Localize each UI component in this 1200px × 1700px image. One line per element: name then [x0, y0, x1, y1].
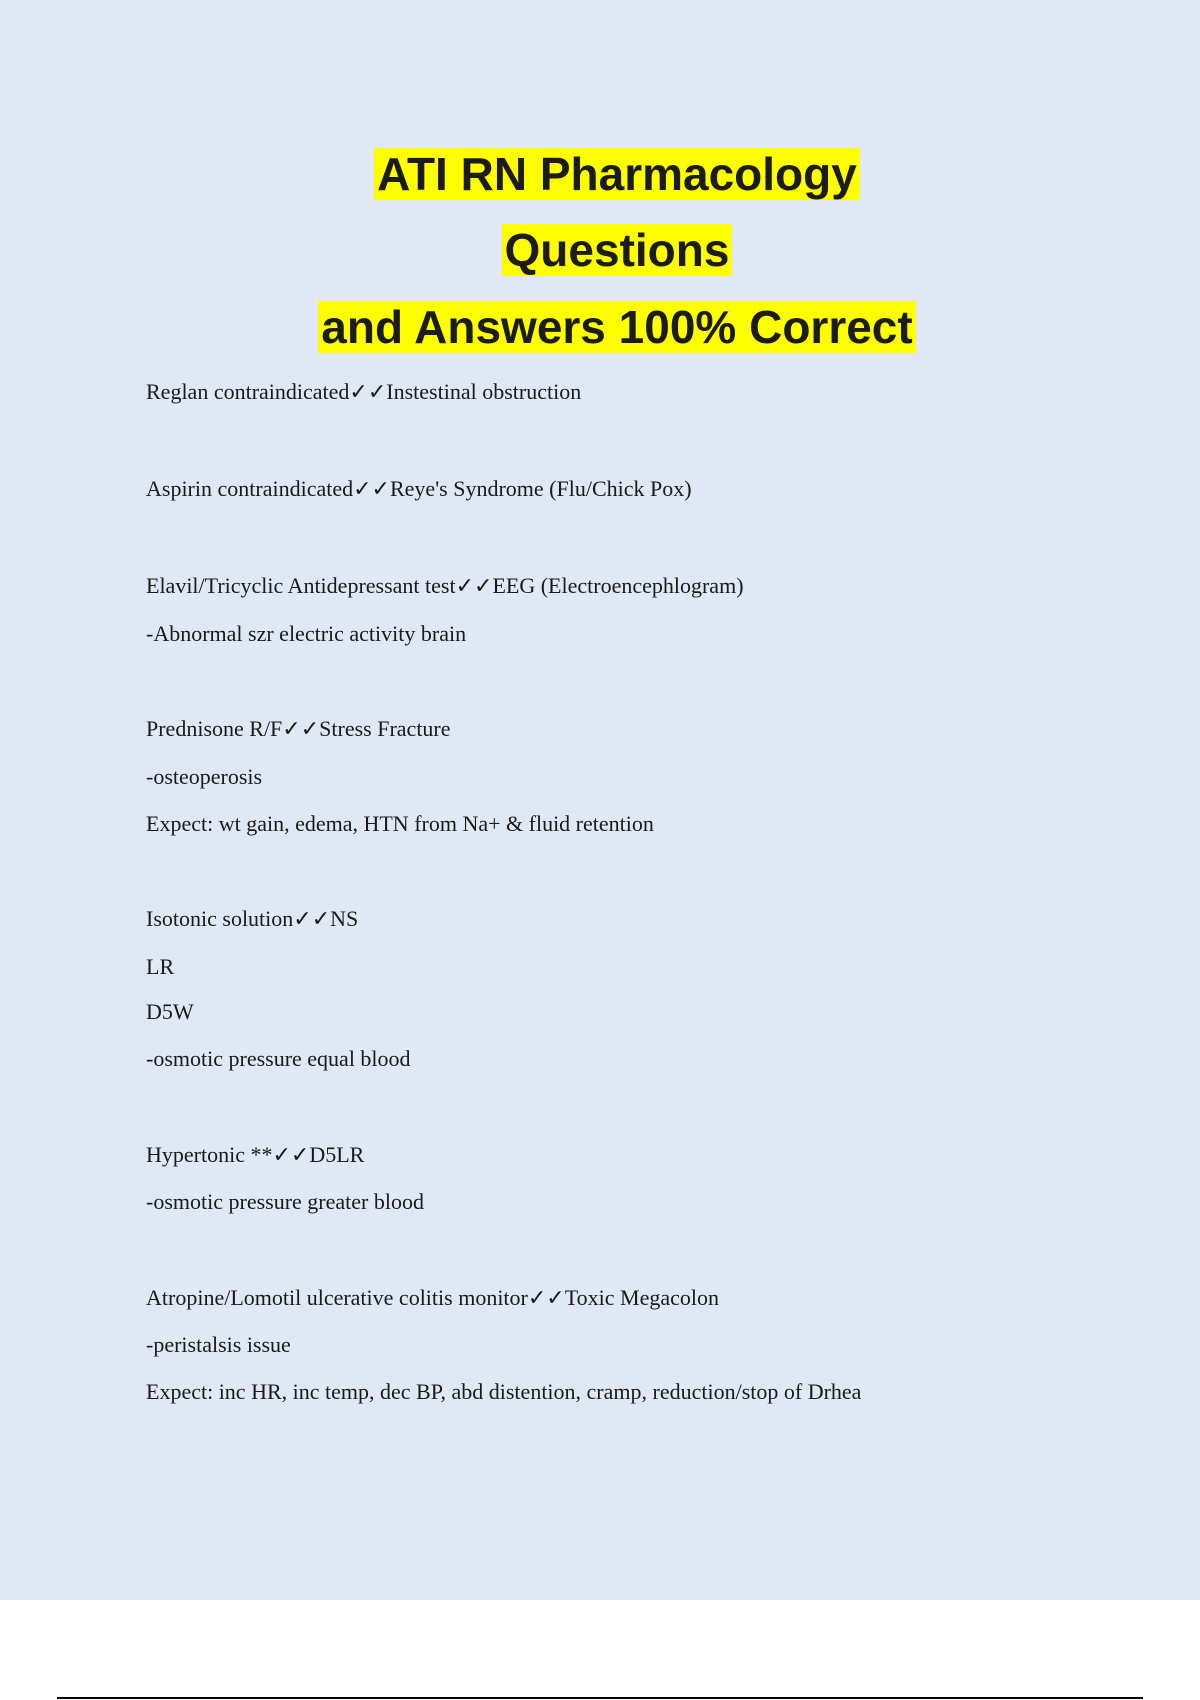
- question-text: Elavil/Tricyclic Antidepressant test: [146, 573, 456, 598]
- answer-text: Reye's Syndrome (Flu/Chick Pox): [389, 476, 692, 501]
- title-highlight: ATI RN Pharmacology: [374, 148, 860, 200]
- qa-note: Expect: wt gain, edema, HTN from Na+ & fluid retention: [146, 811, 654, 836]
- answer-text: EEG (Electroencephlogram): [492, 573, 744, 598]
- checkmark-icon: ✓✓: [282, 716, 320, 741]
- answer-text: D5LR: [309, 1142, 365, 1167]
- qa-item-3: [146, 571, 744, 601]
- qa-note: -osmotic pressure greater blood: [146, 1189, 424, 1214]
- question-text: Reglan contraindicated: [146, 379, 350, 404]
- qa-item-5: [146, 904, 358, 934]
- page-bottom-rule: [57, 1697, 1143, 1699]
- document-title-line-3: [0, 297, 1200, 357]
- qa-note: -osteoperosis: [146, 764, 263, 789]
- document-title-line-2: [0, 220, 1200, 280]
- answer-text: Stress Fracture: [319, 716, 451, 741]
- title-highlight: and Answers 100% Correct: [318, 301, 915, 353]
- document-title-line-1: [0, 144, 1200, 204]
- qa-note: Expect: inc HR, inc temp, dec BP, abd distention, cramp, reduction/stop of Drhea: [146, 1379, 862, 1404]
- answer-text: Instestinal obstruction: [386, 379, 582, 404]
- qa-note: LR: [146, 954, 175, 979]
- question-text: Aspirin contraindicated: [146, 476, 354, 501]
- checkmark-icon: ✓✓: [455, 573, 493, 598]
- qa-item-1: [146, 377, 581, 407]
- checkmark-icon: ✓✓: [272, 1142, 310, 1167]
- qa-item-6: [146, 1140, 364, 1170]
- qa-note: D5W: [146, 999, 194, 1024]
- answer-text: Toxic Megacolon: [564, 1285, 719, 1310]
- checkmark-icon: ✓✓: [527, 1285, 565, 1310]
- question-text: Isotonic solution: [146, 906, 294, 931]
- qa-note: -Abnormal szr electric activity brain: [146, 621, 467, 646]
- qa-item-4: [146, 714, 451, 744]
- question-text: Hypertonic **: [146, 1142, 273, 1167]
- checkmark-icon: ✓✓: [353, 476, 390, 501]
- qa-note: -peristalsis issue: [146, 1332, 291, 1357]
- qa-item-7: [146, 1283, 719, 1313]
- question-text: Atropine/Lomotil ulcerative colitis monitor: [146, 1285, 528, 1310]
- answer-text: NS: [330, 906, 359, 931]
- qa-note: -osmotic pressure equal blood: [146, 1046, 411, 1071]
- checkmark-icon: ✓✓: [293, 906, 331, 931]
- question-text: Prednisone R/F: [146, 716, 283, 741]
- qa-item-2: [146, 474, 692, 504]
- checkmark-icon: ✓✓: [349, 379, 387, 404]
- title-highlight: Questions: [502, 224, 733, 276]
